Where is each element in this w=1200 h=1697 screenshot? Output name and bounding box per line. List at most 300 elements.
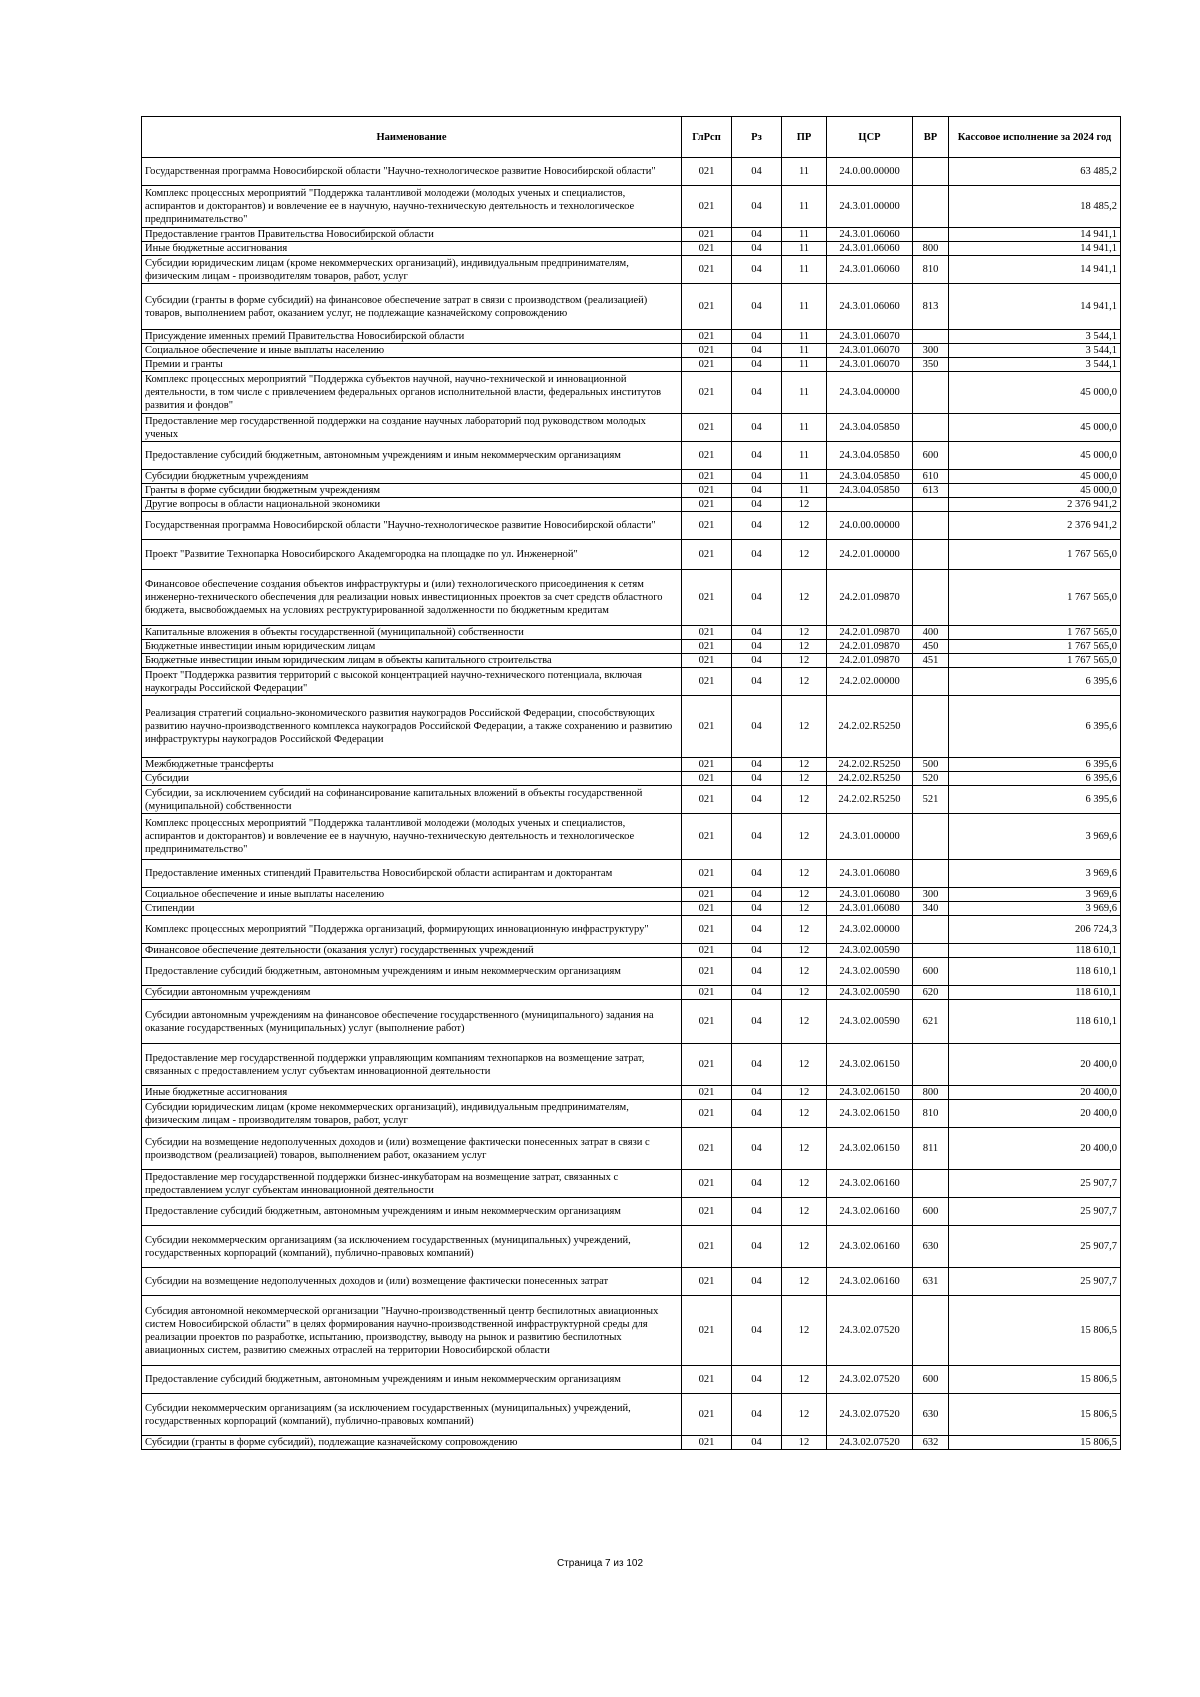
table-row — [142, 358, 1121, 372]
header-vr: ВР — [913, 117, 949, 158]
cell-name: Субсидии юридическим лицам (кроме некоммерческих организаций), индивидуальным предпринимателям, физическим лицам - производителям товаров, работ, услуг — [142, 1100, 682, 1128]
cell-glrsp: 021 — [682, 1198, 732, 1226]
cell-vr: 800 — [913, 242, 949, 256]
cell-vr: 521 — [913, 786, 949, 814]
cell-glrsp: 021 — [682, 1044, 732, 1086]
cell-vr — [913, 540, 949, 570]
cell-amount: 1 767 565,0 — [949, 540, 1121, 570]
cell-pr: 11 — [782, 484, 827, 498]
cell-amount: 15 806,5 — [949, 1436, 1121, 1450]
cell-vr: 810 — [913, 1100, 949, 1128]
table-row — [142, 1128, 1121, 1170]
cell-amount: 118 610,1 — [949, 958, 1121, 986]
cell-csr: 24.3.01.06080 — [827, 888, 913, 902]
cell-rz: 04 — [732, 414, 782, 442]
cell-amount: 3 969,6 — [949, 860, 1121, 888]
cell-glrsp: 021 — [682, 1170, 732, 1198]
cell-pr: 11 — [782, 470, 827, 484]
cell-glrsp: 021 — [682, 256, 732, 284]
cell-rz: 04 — [732, 242, 782, 256]
cell-amount: 1 767 565,0 — [949, 654, 1121, 668]
cell-rz: 04 — [732, 1000, 782, 1044]
cell-name: Субсидия автономной некоммерческой организации "Научно-производственный центр беспилотных авиационных систем Новосибирской области" в целях формирования научно-производственной инфраструктурной среды для реализации проектов по разработке, испытанию, производству, выводу на рынок и развитию беспилотных авиационных систем, развитию смежных отраслей на территории Новосибирской области — [142, 1296, 682, 1366]
cell-vr — [913, 860, 949, 888]
cell-vr: 630 — [913, 1226, 949, 1268]
cell-glrsp: 021 — [682, 786, 732, 814]
cell-amount: 14 941,1 — [949, 284, 1121, 330]
cell-amount: 25 907,7 — [949, 1268, 1121, 1296]
cell-glrsp: 021 — [682, 640, 732, 654]
cell-amount: 6 395,6 — [949, 758, 1121, 772]
cell-glrsp: 021 — [682, 1436, 732, 1450]
cell-name: Реализация стратегий социально-экономического развития наукоградов Российской Федерации, способствующих развитию научно-производственного комплекса наукоградов Российской Федерации, а также сохранению и развитию инфраструктуры наукоградов Российской Федерации — [142, 696, 682, 758]
cell-csr: 24.3.02.06160 — [827, 1226, 913, 1268]
cell-name: Финансовое обеспечение создания объектов инфраструктуры и (или) технологического присоединения к сетям инженерно-технического обеспечения для реализации новых инвестиционных проектов за счет средств областного бюджета, высвобождаемых на условиях реструктурированной задолженности по бюджетным кредитам — [142, 570, 682, 626]
cell-glrsp: 021 — [682, 372, 732, 414]
cell-name: Предоставление субсидий бюджетным, автономным учреждениям и иным некоммерческим организациям — [142, 442, 682, 470]
cell-amount: 20 400,0 — [949, 1086, 1121, 1100]
cell-glrsp: 021 — [682, 860, 732, 888]
cell-rz: 04 — [732, 888, 782, 902]
cell-pr: 12 — [782, 1394, 827, 1436]
cell-amount: 3 969,6 — [949, 814, 1121, 860]
cell-glrsp: 021 — [682, 916, 732, 944]
header-csr: ЦСР — [827, 117, 913, 158]
cell-rz: 04 — [732, 344, 782, 358]
cell-rz: 04 — [732, 814, 782, 860]
cell-amount: 20 400,0 — [949, 1044, 1121, 1086]
table-row — [142, 1436, 1121, 1450]
cell-glrsp: 021 — [682, 1100, 732, 1128]
table-row — [142, 158, 1121, 186]
cell-pr: 12 — [782, 668, 827, 696]
cell-vr: 632 — [913, 1436, 949, 1450]
cell-vr — [913, 512, 949, 540]
cell-amount: 63 485,2 — [949, 158, 1121, 186]
table-row — [142, 888, 1121, 902]
cell-glrsp: 021 — [682, 470, 732, 484]
cell-glrsp: 021 — [682, 512, 732, 540]
cell-rz: 04 — [732, 696, 782, 758]
cell-name: Предоставление субсидий бюджетным, автономным учреждениям и иным некоммерческим организациям — [142, 958, 682, 986]
cell-csr: 24.2.01.09870 — [827, 640, 913, 654]
cell-csr: 24.2.01.09870 — [827, 570, 913, 626]
cell-rz: 04 — [732, 372, 782, 414]
cell-pr: 12 — [782, 626, 827, 640]
cell-glrsp: 021 — [682, 242, 732, 256]
cell-rz: 04 — [732, 470, 782, 484]
cell-amount: 6 395,6 — [949, 786, 1121, 814]
table-row — [142, 498, 1121, 512]
cell-amount: 15 806,5 — [949, 1296, 1121, 1366]
cell-name: Проект "Развитие Технопарка Новосибирского Академгородка на площадке по ул. Инженерной" — [142, 540, 682, 570]
cell-vr — [913, 372, 949, 414]
cell-pr: 12 — [782, 1100, 827, 1128]
cell-pr: 12 — [782, 1296, 827, 1366]
cell-vr — [913, 814, 949, 860]
cell-vr: 810 — [913, 256, 949, 284]
cell-vr: 811 — [913, 1128, 949, 1170]
cell-name: Иные бюджетные ассигнования — [142, 242, 682, 256]
table-row — [142, 654, 1121, 668]
cell-name: Другие вопросы в области национальной экономики — [142, 498, 682, 512]
cell-amount: 45 000,0 — [949, 372, 1121, 414]
cell-vr — [913, 668, 949, 696]
table-row — [142, 1000, 1121, 1044]
cell-pr: 12 — [782, 1226, 827, 1268]
cell-rz: 04 — [732, 1086, 782, 1100]
cell-rz: 04 — [732, 1100, 782, 1128]
cell-csr: 24.3.02.07520 — [827, 1436, 913, 1450]
cell-name: Стипендии — [142, 902, 682, 916]
cell-pr: 12 — [782, 916, 827, 944]
cell-pr: 11 — [782, 414, 827, 442]
cell-amount: 18 485,2 — [949, 186, 1121, 228]
cell-vr: 600 — [913, 1198, 949, 1226]
cell-vr: 631 — [913, 1268, 949, 1296]
table-row — [142, 442, 1121, 470]
cell-rz: 04 — [732, 1394, 782, 1436]
cell-amount: 118 610,1 — [949, 986, 1121, 1000]
cell-name: Проект "Поддержка развития территорий с высокой концентрацией научно-технического потенциала, включая наукограды Российской Федерации" — [142, 668, 682, 696]
cell-glrsp: 021 — [682, 330, 732, 344]
cell-name: Иные бюджетные ассигнования — [142, 1086, 682, 1100]
cell-glrsp: 021 — [682, 668, 732, 696]
cell-pr: 11 — [782, 284, 827, 330]
cell-pr: 12 — [782, 902, 827, 916]
cell-name: Предоставление мер государственной поддержки управляющим компаниям технопарков на возмещение затрат, связанных с предоставлением услуг субъектам инновационной деятельности — [142, 1044, 682, 1086]
cell-rz: 04 — [732, 1366, 782, 1394]
cell-glrsp: 021 — [682, 228, 732, 242]
cell-glrsp: 021 — [682, 484, 732, 498]
cell-rz: 04 — [732, 944, 782, 958]
cell-rz: 04 — [732, 1044, 782, 1086]
cell-glrsp: 021 — [682, 1296, 732, 1366]
cell-vr: 600 — [913, 958, 949, 986]
cell-csr: 24.2.02.R5250 — [827, 758, 913, 772]
cell-csr: 24.3.01.06070 — [827, 358, 913, 372]
cell-vr: 630 — [913, 1394, 949, 1436]
cell-glrsp: 021 — [682, 772, 732, 786]
cell-vr — [913, 916, 949, 944]
cell-pr: 12 — [782, 1366, 827, 1394]
cell-name: Комплекс процессных мероприятий "Поддержка субъектов научной, научно-технической и инновационной деятельности, в том числе с привлечением федеральных органов исполнительной власти, федеральных институтов развития и фондов" — [142, 372, 682, 414]
cell-pr: 12 — [782, 786, 827, 814]
cell-pr: 12 — [782, 512, 827, 540]
cell-name: Присуждение именных премий Правительства Новосибирской области — [142, 330, 682, 344]
cell-pr: 11 — [782, 344, 827, 358]
cell-name: Социальное обеспечение и иные выплаты населению — [142, 344, 682, 358]
cell-glrsp: 021 — [682, 888, 732, 902]
cell-amount: 2 376 941,2 — [949, 498, 1121, 512]
cell-vr — [913, 158, 949, 186]
cell-csr: 24.3.01.00000 — [827, 814, 913, 860]
cell-rz: 04 — [732, 284, 782, 330]
cell-glrsp: 021 — [682, 1268, 732, 1296]
cell-amount: 3 544,1 — [949, 358, 1121, 372]
cell-csr: 24.3.01.06070 — [827, 344, 913, 358]
cell-glrsp: 021 — [682, 186, 732, 228]
cell-csr: 24.3.02.06150 — [827, 1086, 913, 1100]
cell-rz: 04 — [732, 786, 782, 814]
cell-name: Предоставление грантов Правительства Новосибирской области — [142, 228, 682, 242]
cell-csr: 24.3.01.06070 — [827, 330, 913, 344]
cell-pr: 12 — [782, 1170, 827, 1198]
table-row — [142, 284, 1121, 330]
cell-name: Субсидии автономным учреждениям на финансовое обеспечение государственного (муниципального) задания на оказание государственных (муниципальных) услуг (выполнение работ) — [142, 1000, 682, 1044]
cell-name: Предоставление именных стипендий Правительства Новосибирской области аспирантам и докторантам — [142, 860, 682, 888]
cell-csr: 24.3.04.05850 — [827, 470, 913, 484]
cell-rz: 04 — [732, 772, 782, 786]
cell-amount: 6 395,6 — [949, 668, 1121, 696]
table-row — [142, 1394, 1121, 1436]
budget-execution-table — [141, 116, 1121, 1450]
cell-vr: 451 — [913, 654, 949, 668]
cell-vr: 340 — [913, 902, 949, 916]
table-row — [142, 696, 1121, 758]
cell-amount: 15 806,5 — [949, 1366, 1121, 1394]
cell-name: Субсидии — [142, 772, 682, 786]
cell-pr: 11 — [782, 186, 827, 228]
cell-csr — [827, 498, 913, 512]
cell-glrsp: 021 — [682, 814, 732, 860]
table-row — [142, 986, 1121, 1000]
cell-glrsp: 021 — [682, 1128, 732, 1170]
cell-rz: 04 — [732, 1436, 782, 1450]
cell-vr: 613 — [913, 484, 949, 498]
cell-name: Субсидии некоммерческим организациям (за исключением государственных (муниципальных) учреждений, государственных корпораций (компаний), публично-правовых компаний) — [142, 1394, 682, 1436]
cell-vr: 520 — [913, 772, 949, 786]
cell-name: Субсидии, за исключением субсидий на софинансирование капитальных вложений в объекты государственной (муниципальной) собственности — [142, 786, 682, 814]
header-name: Наименование — [142, 117, 682, 158]
cell-rz: 04 — [732, 916, 782, 944]
cell-amount: 3 544,1 — [949, 344, 1121, 358]
cell-glrsp: 021 — [682, 902, 732, 916]
cell-amount: 2 376 941,2 — [949, 512, 1121, 540]
cell-vr: 450 — [913, 640, 949, 654]
cell-amount: 45 000,0 — [949, 484, 1121, 498]
cell-pr: 12 — [782, 814, 827, 860]
table-row — [142, 916, 1121, 944]
cell-pr: 12 — [782, 640, 827, 654]
cell-csr: 24.3.01.06060 — [827, 242, 913, 256]
cell-amount: 45 000,0 — [949, 442, 1121, 470]
cell-name: Социальное обеспечение и иные выплаты населению — [142, 888, 682, 902]
cell-vr — [913, 944, 949, 958]
cell-vr — [913, 1296, 949, 1366]
cell-glrsp: 021 — [682, 1000, 732, 1044]
table-row — [142, 860, 1121, 888]
table-row — [142, 1044, 1121, 1086]
cell-amount: 14 941,1 — [949, 242, 1121, 256]
cell-rz: 04 — [732, 570, 782, 626]
cell-vr: 350 — [913, 358, 949, 372]
table-row — [142, 186, 1121, 228]
cell-csr: 24.2.01.09870 — [827, 654, 913, 668]
table-row — [142, 414, 1121, 442]
cell-csr: 24.2.02.R5250 — [827, 786, 913, 814]
cell-amount: 14 941,1 — [949, 228, 1121, 242]
cell-amount: 1 767 565,0 — [949, 570, 1121, 626]
cell-amount: 3 969,6 — [949, 902, 1121, 916]
cell-pr: 12 — [782, 1086, 827, 1100]
cell-pr: 11 — [782, 372, 827, 414]
cell-amount: 3 544,1 — [949, 330, 1121, 344]
table-row — [142, 902, 1121, 916]
cell-glrsp: 021 — [682, 986, 732, 1000]
cell-csr: 24.3.04.00000 — [827, 372, 913, 414]
cell-name: Субсидии юридическим лицам (кроме некоммерческих организаций), индивидуальным предпринимателям, физическим лицам - производителям товаров, работ, услуг — [142, 256, 682, 284]
cell-csr: 24.3.02.06160 — [827, 1198, 913, 1226]
table-row — [142, 958, 1121, 986]
cell-pr: 12 — [782, 696, 827, 758]
cell-rz: 04 — [732, 668, 782, 696]
cell-vr: 600 — [913, 1366, 949, 1394]
table-row — [142, 640, 1121, 654]
cell-name: Предоставление мер государственной поддержки на создание научных лабораторий под руководством молодых ученых — [142, 414, 682, 442]
cell-name: Межбюджетные трансферты — [142, 758, 682, 772]
header-rz: Рз — [732, 117, 782, 158]
table-row — [142, 470, 1121, 484]
cell-rz: 04 — [732, 442, 782, 470]
cell-glrsp: 021 — [682, 654, 732, 668]
cell-rz: 04 — [732, 986, 782, 1000]
cell-pr: 12 — [782, 1000, 827, 1044]
cell-vr — [913, 1170, 949, 1198]
cell-pr: 12 — [782, 654, 827, 668]
table-row — [142, 814, 1121, 860]
table-header-row — [142, 117, 1121, 158]
cell-vr: 300 — [913, 344, 949, 358]
cell-amount: 118 610,1 — [949, 1000, 1121, 1044]
cell-pr: 12 — [782, 1198, 827, 1226]
cell-glrsp: 021 — [682, 498, 732, 512]
cell-pr: 12 — [782, 1128, 827, 1170]
cell-rz: 04 — [732, 540, 782, 570]
cell-pr: 11 — [782, 358, 827, 372]
cell-csr: 24.3.01.00000 — [827, 186, 913, 228]
cell-csr: 24.3.02.06150 — [827, 1044, 913, 1086]
table-body — [142, 158, 1121, 1450]
cell-amount: 118 610,1 — [949, 944, 1121, 958]
cell-amount: 1 767 565,0 — [949, 626, 1121, 640]
header-glrsp: ГлРсп — [682, 117, 732, 158]
cell-pr: 12 — [782, 1268, 827, 1296]
cell-pr: 12 — [782, 860, 827, 888]
cell-amount: 3 969,6 — [949, 888, 1121, 902]
cell-rz: 04 — [732, 654, 782, 668]
cell-csr: 24.3.01.06060 — [827, 284, 913, 330]
cell-csr: 24.3.01.06080 — [827, 860, 913, 888]
cell-pr: 12 — [782, 772, 827, 786]
cell-amount: 1 767 565,0 — [949, 640, 1121, 654]
page-number: Страница 7 из 102 — [556, 1558, 644, 1569]
cell-rz: 04 — [732, 1268, 782, 1296]
cell-csr: 24.3.02.00590 — [827, 958, 913, 986]
cell-csr: 24.0.00.00000 — [827, 512, 913, 540]
cell-amount: 6 395,6 — [949, 696, 1121, 758]
table-row — [142, 344, 1121, 358]
cell-pr: 12 — [782, 540, 827, 570]
cell-rz: 04 — [732, 512, 782, 540]
cell-name: Субсидии на возмещение недополученных доходов и (или) возмещение фактически понесенных затрат — [142, 1268, 682, 1296]
table-row — [142, 256, 1121, 284]
cell-csr: 24.3.02.06150 — [827, 1128, 913, 1170]
cell-glrsp: 021 — [682, 158, 732, 186]
cell-rz: 04 — [732, 358, 782, 372]
table-row — [142, 758, 1121, 772]
cell-pr: 11 — [782, 330, 827, 344]
cell-name: Государственная программа Новосибирской области "Научно-технологическое развитие Новосибирской области" — [142, 512, 682, 540]
cell-csr: 24.3.04.05850 — [827, 414, 913, 442]
cell-rz: 04 — [732, 1296, 782, 1366]
header-pr: ПР — [782, 117, 827, 158]
table-row — [142, 228, 1121, 242]
cell-rz: 04 — [732, 958, 782, 986]
table-row — [142, 786, 1121, 814]
cell-amount: 6 395,6 — [949, 772, 1121, 786]
cell-csr: 24.2.01.09870 — [827, 626, 913, 640]
cell-name: Капитальные вложения в объекты государственной (муниципальной) собственности — [142, 626, 682, 640]
cell-glrsp: 021 — [682, 344, 732, 358]
cell-name: Гранты в форме субсидии бюджетным учреждениям — [142, 484, 682, 498]
cell-pr: 12 — [782, 1436, 827, 1450]
cell-pr: 11 — [782, 228, 827, 242]
table-row — [142, 772, 1121, 786]
cell-amount: 45 000,0 — [949, 470, 1121, 484]
cell-pr: 12 — [782, 570, 827, 626]
cell-pr: 12 — [782, 986, 827, 1000]
cell-csr: 24.3.04.05850 — [827, 442, 913, 470]
cell-rz: 04 — [732, 186, 782, 228]
cell-glrsp: 021 — [682, 1226, 732, 1268]
table-row — [142, 540, 1121, 570]
cell-csr: 24.3.02.00590 — [827, 986, 913, 1000]
table-row — [142, 1086, 1121, 1100]
cell-rz: 04 — [732, 1128, 782, 1170]
table-row — [142, 1366, 1121, 1394]
cell-vr: 610 — [913, 470, 949, 484]
table-row — [142, 330, 1121, 344]
cell-csr: 24.3.02.07520 — [827, 1366, 913, 1394]
cell-amount: 206 724,3 — [949, 916, 1121, 944]
table-row — [142, 944, 1121, 958]
cell-rz: 04 — [732, 1226, 782, 1268]
cell-csr: 24.3.02.07520 — [827, 1296, 913, 1366]
cell-glrsp: 021 — [682, 944, 732, 958]
table-row — [142, 484, 1121, 498]
cell-name: Субсидии (гранты в форме субсидий) на финансовое обеспечение затрат в связи с производством (реализацией) товаров, выполнением работ, оказанием услуг, не подлежащие казначейскому сопровождению — [142, 284, 682, 330]
cell-rz: 04 — [732, 640, 782, 654]
cell-vr: 300 — [913, 888, 949, 902]
table-row — [142, 512, 1121, 540]
cell-pr: 11 — [782, 442, 827, 470]
cell-amount: 14 941,1 — [949, 256, 1121, 284]
cell-glrsp: 021 — [682, 442, 732, 470]
cell-name: Премии и гранты — [142, 358, 682, 372]
cell-csr: 24.3.01.06080 — [827, 902, 913, 916]
table-row — [142, 242, 1121, 256]
cell-name: Субсидии бюджетным учреждениям — [142, 470, 682, 484]
table-row — [142, 1296, 1121, 1366]
cell-csr: 24.3.02.06150 — [827, 1100, 913, 1128]
cell-rz: 04 — [732, 1198, 782, 1226]
cell-rz: 04 — [732, 902, 782, 916]
cell-csr: 24.3.02.00590 — [827, 944, 913, 958]
cell-pr: 12 — [782, 498, 827, 512]
cell-glrsp: 021 — [682, 570, 732, 626]
cell-name: Финансовое обеспечение деятельности (оказания услуг) государственных учреждений — [142, 944, 682, 958]
